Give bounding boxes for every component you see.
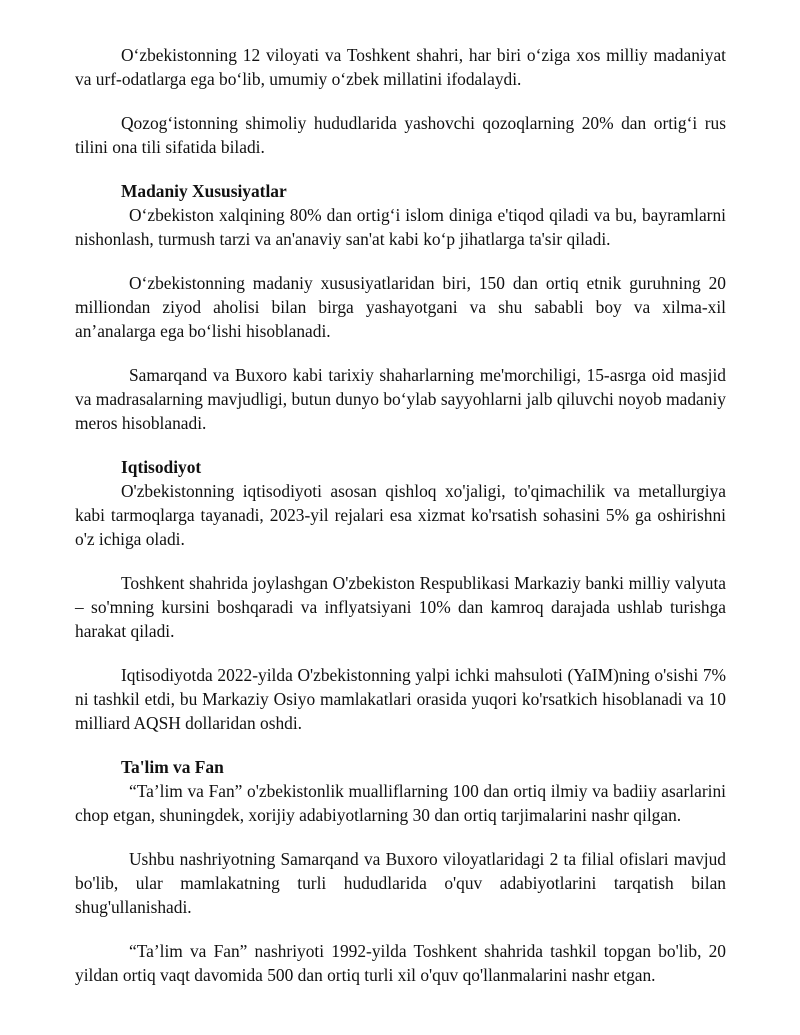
education-paragraph-2: Ushbu nashriyotning Samarqand va Buxoro viloyatlaridagi 2 ta filial ofislari mavjud bo'lib, ular mamlakatning turli hududlarida o'quv adabiyotlarini tarqatish bilan shug'ullanishadi.	[75, 849, 726, 917]
education-paragraph-1: “Ta’lim va Fan” o'zbekistonlik mualliflarning 100 dan ortiq ilmiy va badiiy asarlarini chop etgan, shuningdek, xorijiy adabiyotlarning 30 dan ortiq tarjimalarini nashr qilgan.	[75, 781, 726, 825]
section-heading-education: Ta'lim va Fan	[121, 757, 224, 777]
culture-paragraph-2: O‘zbekistonning madaniy xususiyatlaridan biri, 150 dan ortiq etnik guruhning 20 milliondan ziyod aholisi bilan birga yashayotgani va shu sababli boy va xilma-xil an’analarga ega bo‘lishi hisoblanadi.	[75, 273, 726, 341]
section-heading-culture: Madaniy Xususiyatlar	[121, 181, 287, 201]
intro-paragraph-2: Qozog‘istonning shimoliy hududlarida yashovchi qozoqlarning 20% dan ortig‘i rus tilini ona tili sifatida biladi.	[75, 113, 726, 157]
economy-paragraph-2: Toshkent shahrida joylashgan O'zbekiston Respublikasi Markaziy banki milliy valyuta – so'mning kursini boshqaradi va inflyatsiyani 10% dan kamroq darajada ushlab turishga harakat qiladi.	[75, 573, 726, 641]
economy-paragraph-3: Iqtisodiyotda 2022-yilda O'zbekistonning yalpi ichki mahsuloti (YaIM)ning o'sishi 7% ni tashkil etdi, bu Markaziy Osiyo mamlakatlari orasida yuqori ko'rsatkich hisoblanadi va 10 milliard AQSH dollaridan oshdi.	[75, 665, 726, 733]
culture-paragraph-3: Samarqand va Buxoro kabi tarixiy shaharlarning me'morchiligi, 15-asrga oid masjid va madrasalarning mavjudligi, butun dunyo bo‘ylab sayyohlarni jalb qiluvchi noyob madaniy meros hisoblanadi.	[75, 365, 726, 433]
education-paragraph-3: “Ta’lim va Fan” nashriyoti 1992-yilda Toshkent shahrida tashkil topgan bo'lib, 20 yildan ortiq vaqt davomida 500 dan ortiq turli xil o'quv qo'llanmalarini nashr etgan.	[75, 941, 726, 985]
section-heading-economy: Iqtisodiyot	[121, 457, 202, 477]
economy-paragraph-1: O'zbekistonning iqtisodiyoti asosan qishloq xo'jaligi, to'qimachilik va metallurgiya kabi tarmoqlarga tayanadi, 2023-yil rejalari esa xizmat ko'rsatish sohasini 5% ga oshirishni o'z ichiga oladi.	[75, 481, 726, 549]
intro-paragraph-1: O‘zbekistonning 12 viloyati va Toshkent shahri, har biri o‘ziga xos milliy madaniyat va urf-odatlarga ega bo‘lib, umumiy o‘zbek millatini ifodalaydi.	[75, 45, 726, 89]
culture-paragraph-1: O‘zbekiston xalqining 80% dan ortig‘i islom diniga e'tiqod qiladi va bu, bayramlarni nishonlash, turmush tarzi va an'anaviy san'at kabi ko‘p jihatlarga ta'sir qiladi.	[75, 205, 726, 249]
